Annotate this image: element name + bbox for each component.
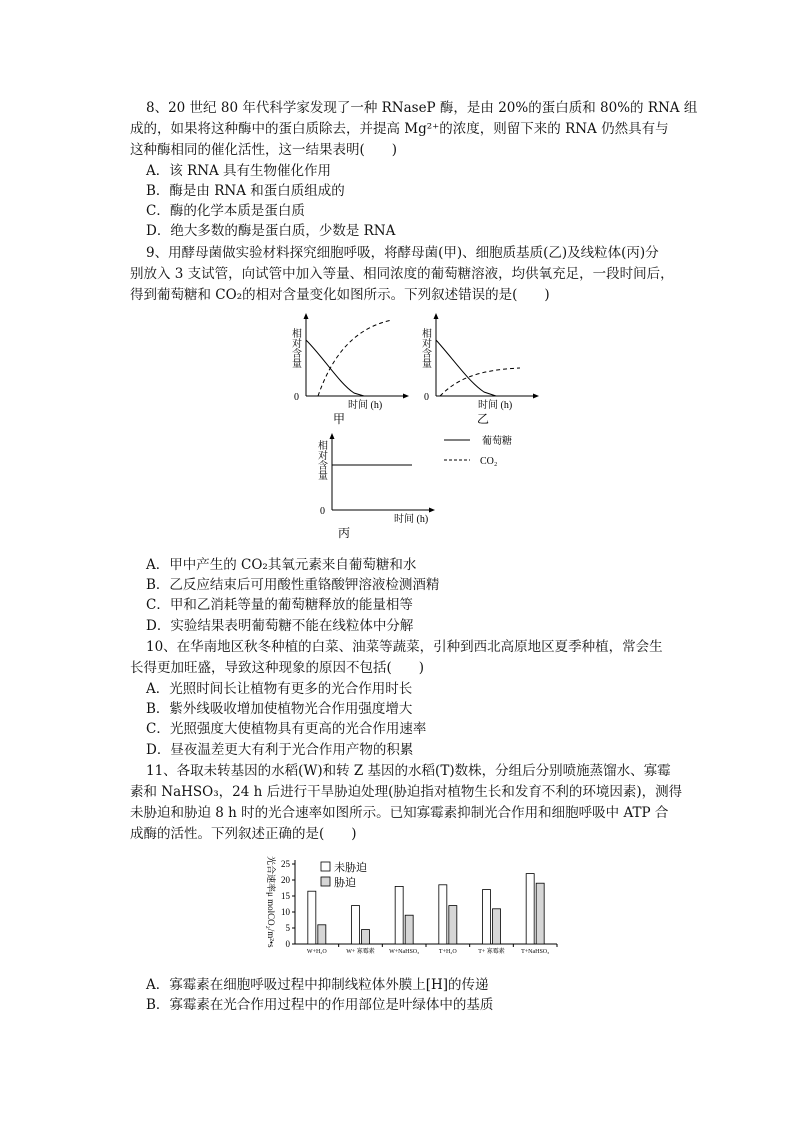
bar — [318, 925, 326, 944]
legend-swatch — [321, 862, 330, 871]
legend-label: 胁迫 — [334, 877, 356, 889]
q9-option-d: D．实验结果表明葡萄糖不能在线粒体中分解 — [146, 618, 414, 634]
legend-glucose: 葡萄糖 — [482, 436, 512, 447]
bar — [449, 906, 457, 944]
x-tick-label: T+NaHSO₃ — [521, 949, 550, 955]
legend-co2: CO₂ — [480, 456, 498, 467]
jia-origin: 0 — [294, 392, 299, 403]
x-tick-label: T+ 寡霉素 — [478, 949, 505, 955]
bar — [352, 906, 360, 944]
q9-line-1: 9、用酵母菌做实验材料探究细胞呼吸，将酵母菌(甲)、细胞质基质(乙)及线粒体(丙)分 — [146, 245, 659, 261]
q9-line-3: 得到葡萄糖和 CO₂的相对含量变化如图所示。下列叙述错误的是( ) — [130, 287, 550, 303]
q9-line-2: 别放入 3 支试管，向试管中加入等量、相同浓度的葡萄糖溶液，均供氧充足，一段时间后， — [130, 266, 674, 282]
yi-glucose-curve — [436, 340, 496, 396]
bar — [308, 891, 316, 944]
bar — [362, 930, 370, 944]
q9-option-b: B．乙反应结束后可用酸性重铬酸钾溶液检测酒精 — [146, 577, 440, 593]
q11-line-4: 成酶的活性。下列叙述正确的是( ) — [130, 826, 357, 842]
bing-origin: 0 — [320, 506, 325, 517]
bar — [439, 885, 447, 944]
q9-option-c: C．甲和乙消耗等量的葡萄糖释放的能量相等 — [146, 597, 413, 613]
yi-ylabel: 相对含量 — [419, 328, 431, 368]
jia-xlabel: 时间 (h) — [348, 400, 383, 411]
q11-bar-chart — [255, 850, 565, 960]
x-tick-label: W+NaHSO₃ — [389, 949, 420, 955]
q11-line-3: 未胁迫和胁迫 8 h 时的光合速率如图所示。已知寡霉素抑制光合作用和细胞呼吸中 ATP 合 — [130, 805, 669, 821]
x-tick-label: T+H₂O — [438, 949, 457, 955]
y-tick-label: 25 — [281, 859, 290, 869]
bar — [405, 915, 413, 944]
jia-ylabel: 相对含量 — [289, 328, 301, 368]
y-tick-label: 10 — [281, 907, 290, 917]
q11-line-2: 素和 NaHSO₃，24 h 后进行干旱胁迫处理(胁迫指对植物生长和发育不利的环境因素)，测得 — [130, 784, 683, 800]
x-tick-label: W+ 寡霉素 — [346, 949, 375, 955]
q9-option-a: A．甲中产生的 CO₂其氧元素来自葡萄糖和水 — [146, 557, 417, 573]
bar — [493, 909, 501, 944]
q8-line-3: 这种酶相同的催化活性，这一结果表明( ) — [130, 142, 398, 158]
q8-option-c: C．酶的化学本质是蛋白质 — [146, 203, 305, 219]
legend-swatch — [321, 877, 330, 886]
q8-line-2: 成的，如果将这种酶中的蛋白质除去，并提高 Mg²⁺的浓度，则留下来的 RNA 仍然具有与 — [130, 121, 669, 137]
legend-label: 未胁迫 — [334, 862, 367, 874]
jia-label: 甲 — [333, 412, 346, 426]
q10-option-c: C．光照强度大使植物具有更高的光合作用速率 — [146, 721, 427, 737]
y-tick-label: 0 — [285, 939, 290, 949]
q8-option-d: D．绝大多数的酶是蛋白质，少数是 RNA — [146, 223, 396, 239]
q11-option-a: A．寡霉素在细胞呼吸过程中抑制线粒体外膜上[H]的传递 — [146, 977, 489, 993]
q9-figure — [284, 308, 584, 548]
q10-line-1: 10、在华南地区秋冬种植的白菜、油菜等蔬菜，引种到西北高原地区夏季种植，常会生 — [146, 639, 663, 655]
q11-option-b: B．寡霉素在光合作用过程中的作用部位是叶绿体中的基质 — [146, 997, 494, 1013]
q10-option-a: A．光照时间长让植物有更多的光合作用时长 — [146, 681, 413, 697]
yi-xlabel: 时间 (h) — [478, 400, 513, 411]
yi-origin: 0 — [424, 392, 429, 403]
bar — [536, 883, 544, 944]
bing-ylabel: 相对含量 — [315, 440, 327, 480]
x-tick-label: W+H₂O — [306, 949, 327, 955]
yi-label: 乙 — [477, 412, 490, 426]
jia-glucose-curve — [306, 340, 364, 396]
bar — [483, 890, 491, 944]
q11-line-1: 11、各取未转基因的水稻(W)和转 Z 基因的水稻(T)数株，分组后分别喷施蒸馏水、寡霉 — [146, 763, 671, 779]
bar — [526, 874, 534, 944]
jia-co2-curve — [318, 320, 392, 396]
chart-ylabel: 光合速率μ molCO₂/m²•s — [266, 856, 276, 948]
q10-line-2: 长得更加旺盛，导致这种现象的原因不包括( ) — [130, 660, 425, 676]
y-tick-label: 20 — [281, 875, 290, 885]
bing-xlabel: 时间 (h) — [394, 514, 429, 525]
y-tick-label: 5 — [285, 923, 290, 933]
q10-option-d: D．昼夜温差更大有利于光合作用产物的积累 — [146, 742, 414, 758]
panel-jia — [290, 313, 410, 426]
y-tick-label: 15 — [281, 891, 290, 901]
panel-bing — [316, 433, 436, 540]
q9-legend — [444, 434, 512, 467]
bar — [395, 886, 403, 944]
panel-yi — [420, 313, 540, 426]
bing-label: 丙 — [338, 526, 351, 540]
q8-option-a: A．该 RNA 具有生物催化作用 — [146, 163, 332, 179]
q8-line-1: 8、20 世纪 80 年代科学家发现了一种 RNaseP 酶，是由 20%的蛋白质和 80%的 RNA 组 — [146, 100, 698, 116]
q8-option-b: B．酶是由 RNA 和蛋白质组成的 — [146, 183, 345, 199]
yi-co2-curve — [440, 368, 520, 396]
q10-option-b: B．紫外线吸收增加使植物光合作用强度增大 — [146, 701, 413, 717]
